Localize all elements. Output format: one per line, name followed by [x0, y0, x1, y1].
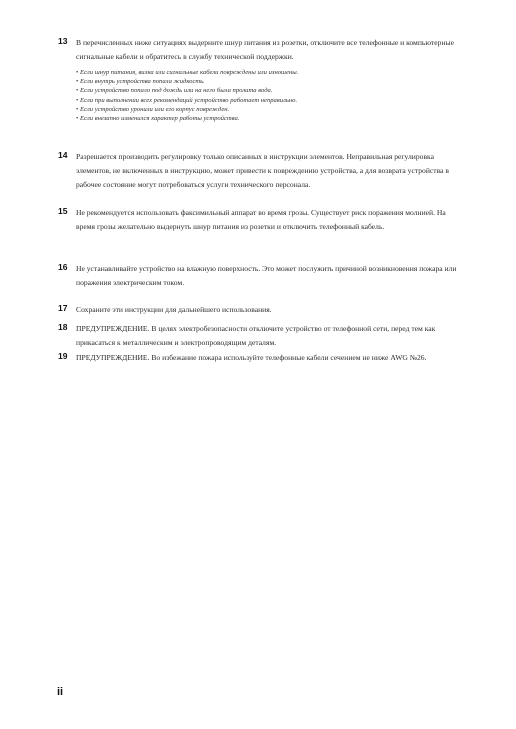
- item-text: Разрешается производить регулировку только описанных в инструкции элементов. Неправильная регулировка элементов, не включенных в инструкцию, может привести к повреждению устройства, а для возврата устройства в рабочее состояние могут потребоваться услуги технического персонала.: [76, 152, 449, 189]
- item-text: ПРЕДУПРЕЖДЕНИЕ. Во избежание пожара используйте телефонные кабели сечением не ниже AWG №26.: [76, 353, 427, 362]
- item-text: Не устанавливайте устройство на влажную поверхность. Это может послужить причиной возникновения пожара или поражения электрическим током.: [76, 264, 457, 287]
- item-text: Не рекомендуется использовать факсимильный аппарат во время грозы. Существует риск поражения молнией. На время грозы желательно выдернуть шнур питания из розетки и отключить телефонный кабель.: [76, 208, 446, 231]
- item-number: 16: [58, 262, 68, 272]
- list-item: • Если внезапно изменился характер работы устройства.: [76, 114, 376, 123]
- item-number: 15: [58, 206, 68, 216]
- list-item: • Если устройство попало под дождь или на него была пролита вода.: [76, 86, 376, 95]
- list-item: • Если устройство уронили или его корпус поврежден.: [76, 105, 376, 114]
- item-text: ПРЕДУПРЕЖДЕНИЕ. В целях электробезопасности отключите устройство от телефонной сети, перед тем как прикасаться к металлическим и электропроводящим деталям.: [76, 324, 436, 347]
- item-text: В перечисленных ниже ситуациях выдерните шнур питания из розетки, отключите все телефонные и компьютерные сигнальные кабели и обратитесь в службу технической поддержки.: [76, 38, 454, 61]
- situation-list: [76, 68, 376, 123]
- list-item: • Если при выполнении всех рекомендаций устройство работает неправильно.: [76, 96, 376, 105]
- item-text: Сохраните эти инструкции для дальнейшего использования.: [76, 305, 272, 314]
- list-item: • Если внутрь устройства попала жидкость.: [76, 77, 376, 86]
- item-number: 14: [58, 150, 68, 160]
- item-number: 17: [58, 303, 68, 313]
- item-number: 19: [58, 351, 68, 361]
- item-number: 18: [58, 322, 68, 332]
- list-item: • Если шнур питания, вилка или сигнальные кабели повреждены или изношены.: [76, 68, 376, 77]
- page-number: ii: [57, 686, 64, 698]
- item-number: 13: [58, 36, 68, 46]
